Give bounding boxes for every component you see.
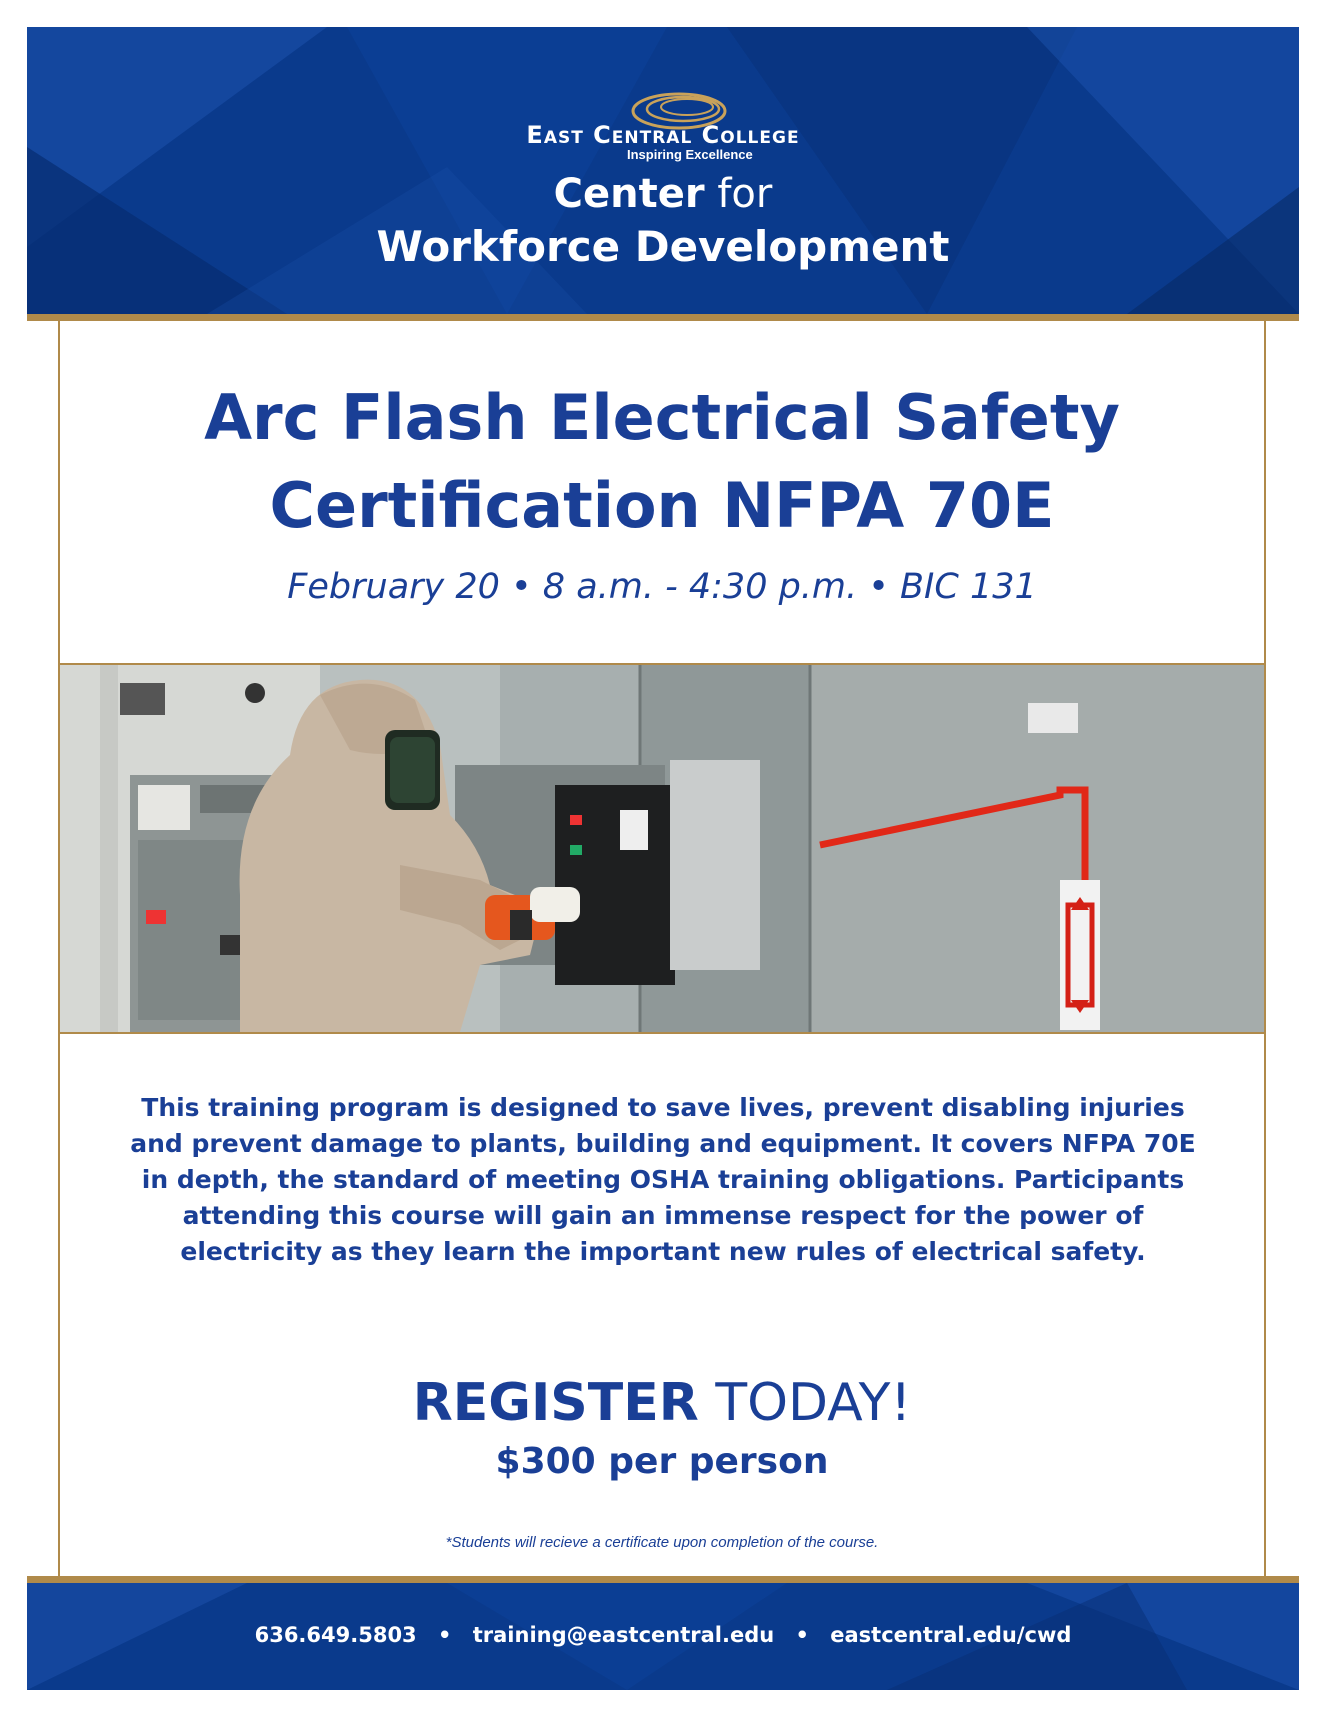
- college-tagline: Inspiring Excellence: [627, 147, 753, 162]
- register-word: REGISTER: [412, 1373, 699, 1433]
- course-title-line2: Certification NFPA 70E: [269, 469, 1055, 542]
- register-heading[interactable]: [60, 1373, 1264, 1433]
- college-logo[interactable]: [27, 85, 1299, 162]
- center-word: Center: [553, 171, 705, 217]
- header-divider: [27, 314, 1299, 321]
- phone-link[interactable]: 636.649.5803: [254, 1623, 417, 1647]
- contact-separator: •: [795, 1623, 809, 1647]
- footer-divider: [27, 1576, 1299, 1583]
- contact-separator: •: [437, 1623, 452, 1647]
- course-title: [60, 374, 1264, 550]
- course-schedule: February 20 • 8 a.m. - 4:30 p.m. • BIC 131: [287, 567, 1037, 607]
- for-word: for: [717, 171, 773, 217]
- course-description: This training program is designed to save lives, prevent disabling injuries and prevent damage to plants, building and equipment. It covers NFPA 70E in depth, the standard of meeting OSHA training obligations. Participants attending this course will gain an immense respect for the power of electricity as they learn the important new rules of electrical safety.: [130, 1093, 1196, 1266]
- contact-info: [27, 1623, 1299, 1647]
- website-link[interactable]: eastcentral.edu/cwd: [830, 1623, 1072, 1647]
- header-banner: [27, 27, 1299, 314]
- photo-illustration: [60, 665, 1264, 1032]
- course-price: $300 per person: [495, 1441, 829, 1482]
- email-link[interactable]: training@eastcentral.edu: [472, 1623, 775, 1647]
- today-word: TODAY!: [715, 1373, 912, 1433]
- certificate-footnote: *Students will recieve a certificate upon completion of the course.: [445, 1534, 879, 1551]
- footer-banner: [27, 1583, 1299, 1690]
- course-title-line1: Arc Flash Electrical Safety: [204, 381, 1120, 454]
- department-name: Workforce Development: [376, 222, 950, 271]
- college-name: East Central College: [526, 121, 800, 149]
- center-heading: [27, 170, 1299, 218]
- arc-flash-worker-photo: [60, 663, 1264, 1034]
